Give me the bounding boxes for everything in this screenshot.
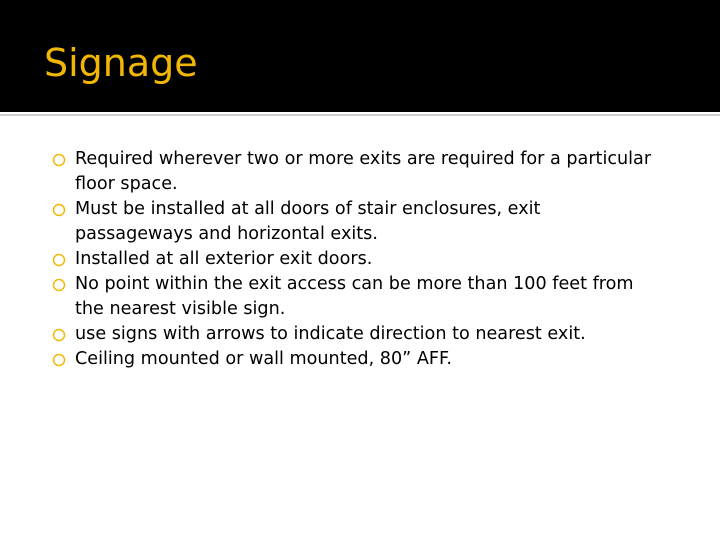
- bullet-item: [52, 247, 652, 272]
- bullet-text: Required wherever two or more exits are required for a particular floor space.: [75, 149, 652, 194]
- hollow-circle-icon: [52, 328, 66, 342]
- bullet-text: Ceiling mounted or wall mounted, 80” AFF.: [75, 349, 452, 369]
- hollow-circle-icon: [52, 278, 66, 292]
- bullet-list: [52, 147, 652, 372]
- hollow-circle-icon: [52, 353, 66, 367]
- bullet-text: Must be installed at all doors of stair enclosures, exit passageways and horizontal exits.: [75, 199, 541, 244]
- bullet-item: [52, 347, 652, 372]
- title-divider: [0, 114, 720, 116]
- bullet-text: No point within the exit access can be more than 100 feet from the nearest visible sign.: [75, 274, 634, 319]
- hollow-circle-icon: [52, 253, 66, 267]
- hollow-circle-icon: [52, 153, 66, 167]
- title-bar: [0, 0, 720, 112]
- bullet-text: use signs with arrows to indicate direction to nearest exit.: [75, 324, 586, 344]
- bullet-item: [52, 322, 652, 347]
- bullet-item: [52, 147, 652, 197]
- hollow-circle-icon: [52, 203, 66, 217]
- bullet-item: [52, 197, 652, 247]
- bullet-text: Installed at all exterior exit doors.: [75, 249, 373, 269]
- slide-title: Signage: [44, 41, 198, 85]
- bullet-item: [52, 272, 652, 322]
